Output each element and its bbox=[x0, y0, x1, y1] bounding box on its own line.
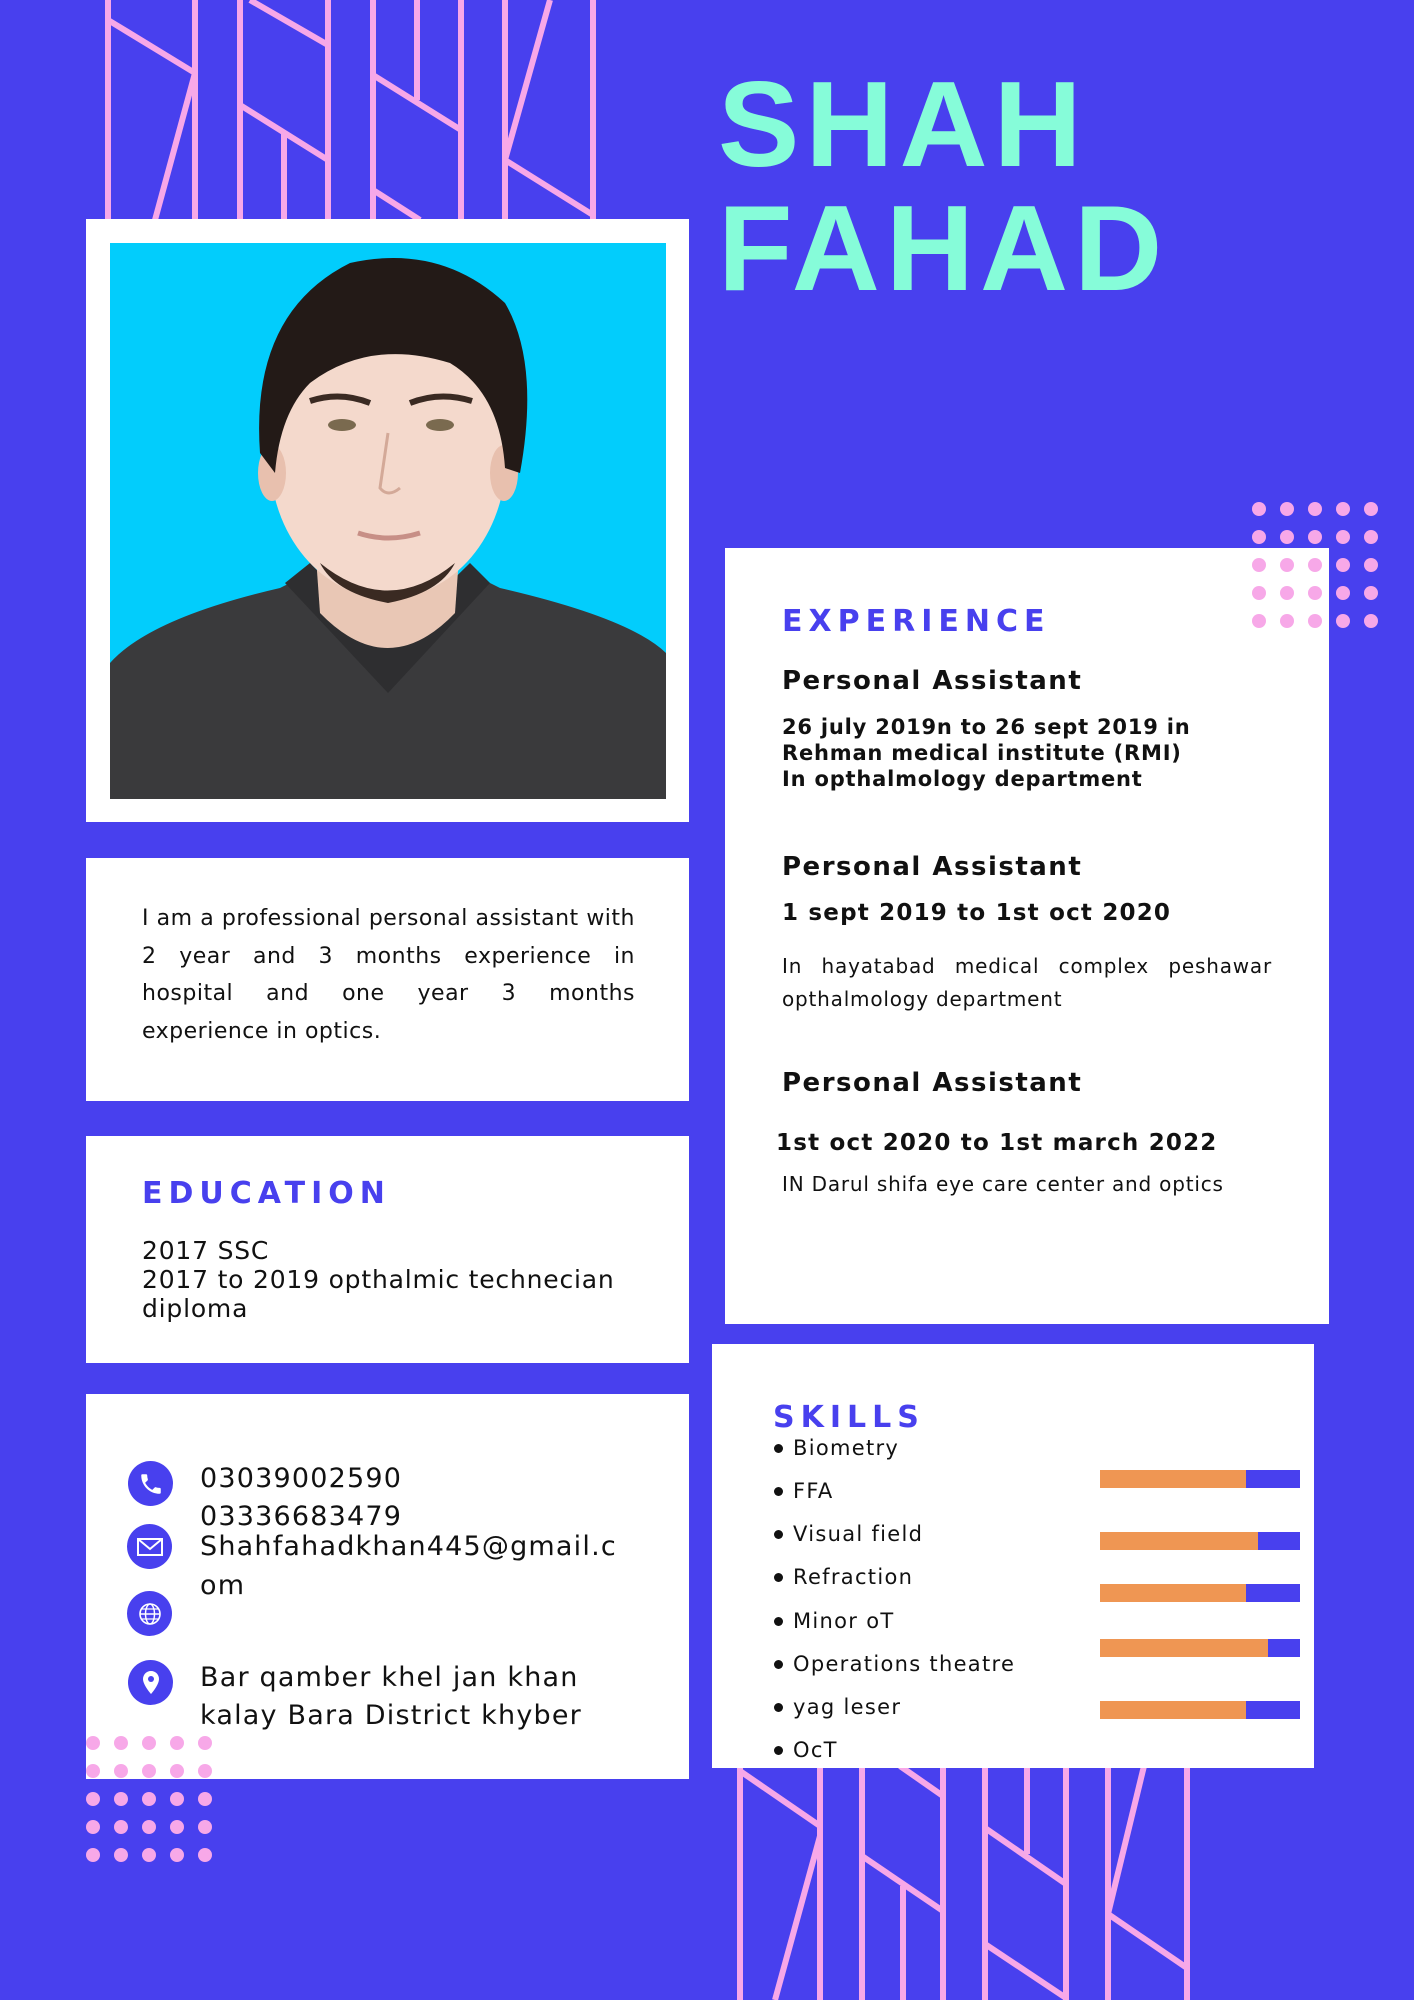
skill-level-bar bbox=[1100, 1639, 1300, 1657]
skill-level-bar bbox=[1100, 1470, 1300, 1488]
education-card bbox=[86, 1136, 689, 1363]
address-line-1: Bar qamber khel jan khan bbox=[200, 1662, 579, 1693]
address-line-2: kalay Bara District khyber bbox=[200, 1700, 582, 1731]
phone-number-secondary[interactable]: 03336683479 bbox=[200, 1501, 403, 1532]
skill-item: FFA bbox=[774, 1479, 834, 1503]
decorative-dots-top-right bbox=[1252, 502, 1378, 628]
about-text: I am a professional personal assistant with 2 year and 3 months experience in hospital and one year 3 months experience in optics. bbox=[142, 906, 635, 1044]
bullet-icon bbox=[774, 1487, 783, 1496]
portrait-illustration bbox=[110, 243, 666, 799]
location-icon bbox=[128, 1660, 173, 1705]
skills-heading: SKILLS bbox=[773, 1400, 925, 1435]
decorative-line-pattern-bottom bbox=[730, 1766, 1320, 2000]
bullet-icon bbox=[774, 1573, 783, 1582]
job-description: IN Darul shifa eye care center and optics bbox=[782, 1172, 1224, 1196]
skill-item: Minor oT bbox=[774, 1609, 895, 1633]
decorative-line-pattern-top bbox=[100, 0, 680, 220]
bullet-icon bbox=[774, 1617, 783, 1626]
first-name: SHAH bbox=[718, 56, 1088, 192]
job-title: Personal Assistant bbox=[782, 1068, 1083, 1098]
job-description: In hayatabad medical complex peshawar opthalmology department bbox=[782, 954, 1272, 1011]
skill-item: Refraction bbox=[774, 1565, 913, 1589]
skill-level-bar bbox=[1100, 1532, 1300, 1550]
skill-level-fill bbox=[1100, 1701, 1246, 1719]
profile-photo bbox=[110, 243, 666, 799]
skill-level-fill bbox=[1100, 1532, 1258, 1550]
bullet-icon bbox=[774, 1660, 783, 1669]
phone-icon bbox=[128, 1461, 173, 1506]
skill-item: OcT bbox=[774, 1738, 838, 1762]
bullet-icon bbox=[774, 1530, 783, 1539]
email-address-continued[interactable]: om bbox=[200, 1570, 246, 1601]
education-item: 2017 to 2019 opthalmic technecian bbox=[142, 1265, 615, 1294]
email-address[interactable]: Shahfahadkhan445@gmail.c bbox=[200, 1531, 617, 1562]
skill-level-bar bbox=[1100, 1701, 1300, 1719]
skill-level-fill bbox=[1100, 1639, 1268, 1657]
candidate-name bbox=[718, 56, 1169, 316]
education-list bbox=[142, 1236, 615, 1323]
experience-heading: EXPERIENCE bbox=[782, 604, 1051, 639]
phone-number-primary[interactable]: 03039002590 bbox=[200, 1463, 403, 1494]
skill-item: Operations theatre bbox=[774, 1652, 1015, 1676]
bullet-icon bbox=[774, 1444, 783, 1453]
bullet-icon bbox=[774, 1746, 783, 1755]
job-date: 1st oct 2020 to 1st march 2022 bbox=[776, 1130, 1218, 1156]
skill-level-fill bbox=[1100, 1470, 1246, 1488]
job-date: 1 sept 2019 to 1st oct 2020 bbox=[782, 900, 1172, 926]
globe-icon bbox=[127, 1591, 172, 1636]
education-item: diploma bbox=[142, 1294, 249, 1323]
skill-level-bar bbox=[1100, 1584, 1300, 1602]
bullet-icon bbox=[774, 1703, 783, 1712]
last-name: FAHAD bbox=[718, 180, 1169, 316]
education-heading: EDUCATION bbox=[142, 1176, 391, 1211]
skill-level-fill bbox=[1100, 1584, 1246, 1602]
profile-photo-frame bbox=[86, 219, 689, 822]
job-details bbox=[782, 714, 1272, 792]
about-card bbox=[86, 858, 689, 1101]
skills-card bbox=[712, 1344, 1314, 1768]
job-detail-line: Rehman medical institute (RMI) bbox=[782, 741, 1182, 765]
skill-item: Visual field bbox=[774, 1522, 923, 1546]
job-detail-line: In opthalmology department bbox=[782, 767, 1143, 791]
skill-item: yag leser bbox=[774, 1695, 901, 1719]
decorative-dots-bottom-left bbox=[86, 1736, 212, 1862]
education-item: 2017 SSC bbox=[142, 1236, 270, 1265]
experience-card bbox=[725, 548, 1329, 1324]
job-title: Personal Assistant bbox=[782, 852, 1083, 882]
skill-item: Biometry bbox=[774, 1436, 899, 1460]
job-detail-line: 26 july 2019n to 26 sept 2019 in bbox=[782, 715, 1191, 739]
contact-card bbox=[86, 1394, 689, 1779]
job-title: Personal Assistant bbox=[782, 666, 1083, 696]
email-icon bbox=[127, 1524, 172, 1569]
